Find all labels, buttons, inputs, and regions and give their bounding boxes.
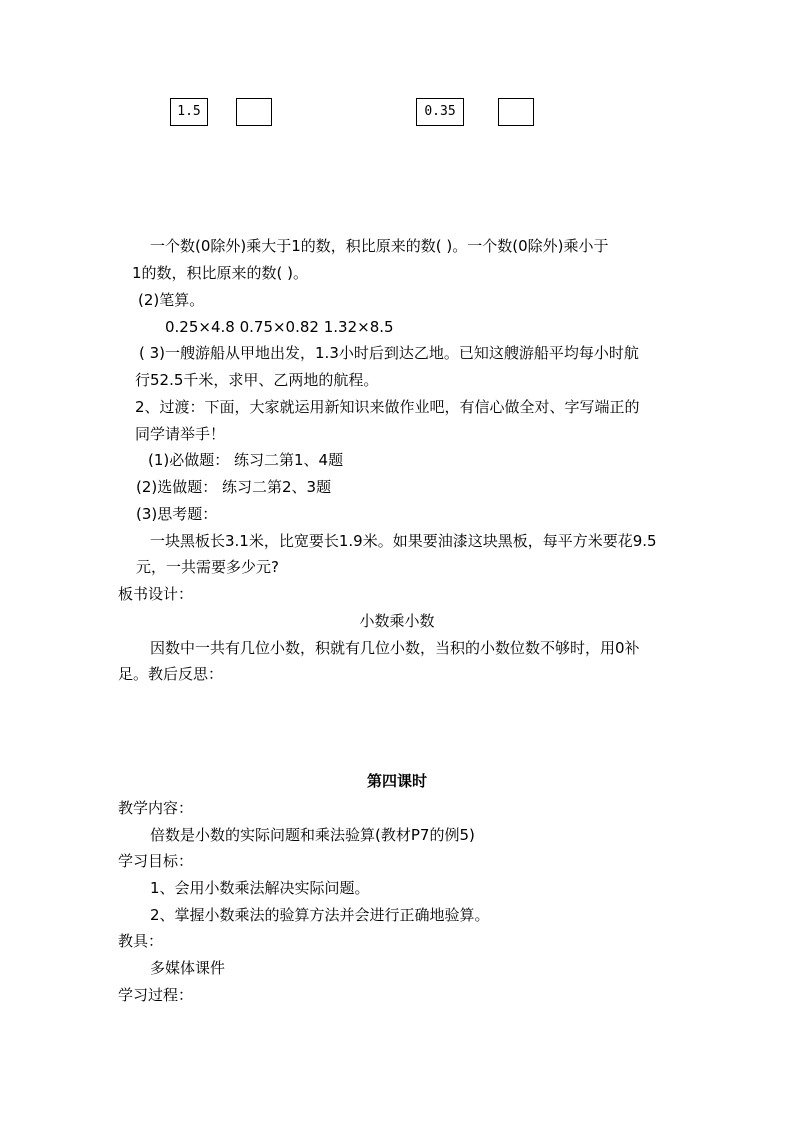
text-line-12: 一块黑板长3.1米，比宽要长1.9米。如果要油漆这块黑板，每平方米要花9.5 xyxy=(150,532,657,550)
text-line-14: 板书设计： xyxy=(118,585,194,603)
text-line-10: (2)选做题： 练习二第2、3题 xyxy=(136,478,332,496)
text-line-19: 教学内容： xyxy=(118,799,194,817)
text-line-22: 1、会用小数乘法解决实际问题。 xyxy=(150,879,370,897)
answer-box-1-5: 1.5 xyxy=(170,98,208,126)
text-line-5: ( 3)一艘游船从甲地出发，1.3小时后到达乙地。已知这艘游船平均每小时航 xyxy=(139,344,639,362)
text-line-20: 倍数是小数的实际问题和乘法验算(教材P7的例5) xyxy=(150,826,475,844)
text-line-6: 行52.5千米，求甲、乙两地的航程。 xyxy=(135,371,379,389)
text-line-25: 多媒体课件 xyxy=(150,959,226,977)
text-line-9: (1)必做题： 练习二第1、4题 xyxy=(148,451,344,469)
answer-box-blank-2 xyxy=(498,98,534,126)
text-line-13: 元，一共需要多少元? xyxy=(136,558,279,576)
lesson-heading: 第四课时 xyxy=(366,772,427,790)
text-line-17: 足。教后反思： xyxy=(118,665,224,683)
text-line-8: 同学请举手！ xyxy=(135,425,226,443)
text-line-26: 学习过程： xyxy=(118,986,194,1004)
text-line-11: (3)思考题： xyxy=(136,505,218,523)
answer-box-blank-1 xyxy=(236,98,272,126)
text-line-1: 一个数(0除外)乘大于1的数，积比原来的数( )。一个数(0除外)乘小于 xyxy=(150,237,609,255)
text-line-7: 2、过渡：下面，大家就运用新知识来做作业吧，有信心做全对、字写端正的 xyxy=(135,398,640,416)
answer-box-0-35: 0.35 xyxy=(416,98,464,126)
board-title: 小数乘小数 xyxy=(359,612,435,630)
text-line-2: 1的数，积比原来的数( )。 xyxy=(132,264,309,282)
text-line-23: 2、掌握小数乘法的验算方法并会进行正确地验算。 xyxy=(150,906,490,924)
text-line-24: 教具： xyxy=(118,932,164,950)
text-line-21: 学习目标： xyxy=(118,852,194,870)
text-line-16: 因数中一共有几位小数，积就有几位小数，当积的小数位数不够时，用0补 xyxy=(150,639,640,657)
text-line-4: 0.25×4.8 0.75×0.82 1.32×8.5 xyxy=(165,318,394,336)
text-line-3: (2)笔算。 xyxy=(138,291,205,309)
